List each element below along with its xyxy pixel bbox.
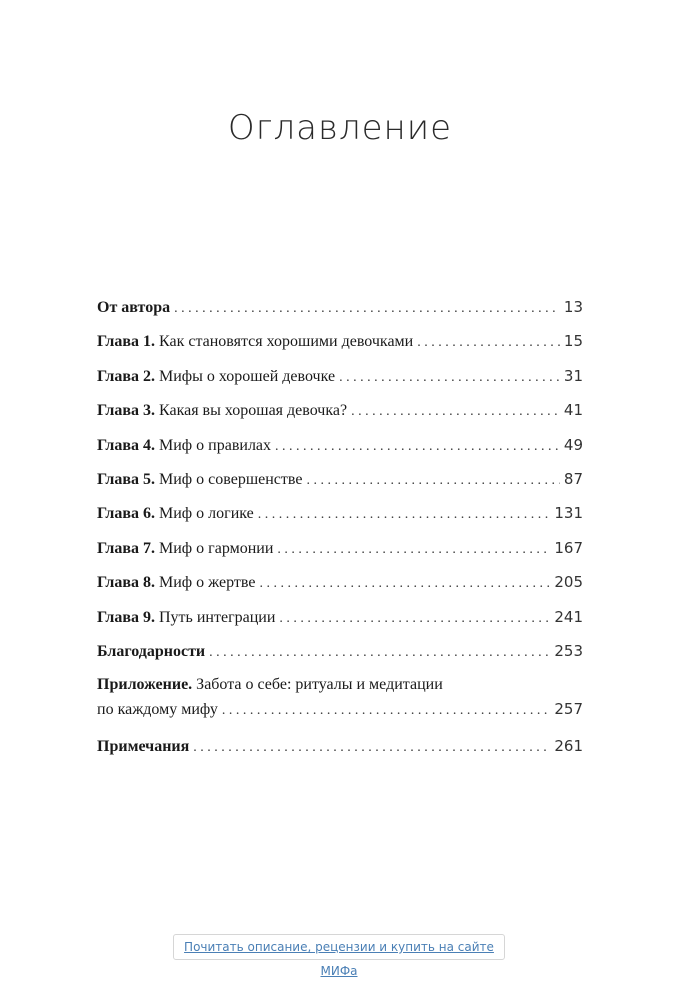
toc-entry-page: 131 [554, 504, 583, 523]
toc-entry-label: Глава 1. [97, 333, 155, 351]
toc-entry-title: Миф о логике [159, 505, 254, 523]
toc-entry-page: 241 [554, 607, 583, 626]
footer-link-box [173, 934, 505, 978]
toc-entry-page: 49 [563, 435, 583, 454]
publisher-site-link[interactable]: Почитать описание, рецензии и купить на сайте МИФа [184, 940, 494, 978]
toc-entry-title: Миф о совершенстве [159, 470, 303, 488]
toc-entry-label: Глава 7. [97, 539, 155, 557]
toc-entry-page: 253 [554, 641, 583, 660]
dot-leader [279, 607, 550, 631]
toc-entry-title: Как становятся хорошими девочками [159, 333, 414, 351]
toc-entry-label: Глава 2. [97, 367, 155, 385]
toc-entry-chapter-5[interactable] [97, 467, 583, 491]
toc-entry-chapter-2[interactable] [97, 364, 583, 388]
toc-entry-title: Мифы о хорошей девочке [159, 367, 336, 385]
toc-entry-notes[interactable] [97, 734, 583, 758]
toc-entry-label: От автора [97, 299, 171, 316]
toc-entry-chapter-4[interactable] [97, 433, 583, 457]
toc-entry-label: Глава 4. [97, 436, 155, 454]
toc-entry-title-continued: по каждому мифу [97, 701, 218, 719]
toc-entry-title: Миф о гармонии [159, 539, 274, 557]
toc-entry-page: 167 [554, 538, 583, 557]
toc-entry-title: Путь интеграции [159, 608, 276, 626]
dot-leader [339, 366, 560, 390]
dot-leader [259, 572, 550, 596]
toc-entry-title: Миф о жертве [159, 574, 256, 592]
toc-entry-chapter-9[interactable] [97, 605, 583, 629]
dot-leader [351, 400, 560, 424]
toc-entry-chapter-7[interactable] [97, 536, 583, 560]
toc-entry-label: Глава 5. [97, 470, 155, 488]
toc-entry-chapter-8[interactable] [97, 570, 583, 594]
dot-leader [417, 331, 560, 355]
toc-entry-appendix[interactable] [97, 673, 583, 723]
dot-leader [222, 699, 550, 723]
dot-leader [277, 538, 550, 562]
toc-entry-page: 87 [563, 469, 583, 488]
table-of-contents [97, 295, 583, 768]
toc-entry-title: Какая вы хорошая девочка? [159, 402, 348, 420]
dot-leader [174, 297, 560, 321]
toc-entry-page: 13 [563, 298, 583, 316]
toc-entry-chapter-3[interactable] [97, 398, 583, 422]
toc-entry-page: 15 [563, 332, 583, 351]
toc-entry-page: 261 [554, 736, 583, 755]
toc-entry-label: Глава 6. [97, 505, 155, 523]
toc-entry-label: Глава 9. [97, 608, 155, 626]
toc-entry-label: Глава 8. [97, 574, 155, 592]
dot-leader [275, 435, 560, 459]
toc-entry-label: Глава 3. [97, 402, 155, 420]
toc-entry-page: 31 [563, 366, 583, 385]
toc-entry-from-author[interactable] [97, 295, 583, 319]
toc-entry-title: Миф о правилах [159, 436, 272, 454]
toc-entry-label: Благодарности [97, 642, 206, 660]
dot-leader [258, 503, 551, 527]
dot-leader [193, 736, 550, 760]
dot-leader [306, 469, 559, 493]
toc-entry-chapter-1[interactable] [97, 329, 583, 353]
toc-entry-chapter-6[interactable] [97, 501, 583, 525]
toc-entry-page: 205 [554, 573, 583, 592]
toc-entry-title: Забота о себе: ритуалы и медитации [196, 676, 443, 694]
toc-entry-page: 257 [554, 700, 583, 719]
dot-leader [209, 641, 550, 665]
page-title: Оглавление [227, 108, 453, 148]
toc-entry-label: Примечания [97, 737, 190, 755]
toc-entry-acknowledgements[interactable] [97, 639, 583, 663]
toc-entry-label: Приложение. [97, 676, 193, 694]
toc-entry-page: 41 [563, 401, 583, 420]
